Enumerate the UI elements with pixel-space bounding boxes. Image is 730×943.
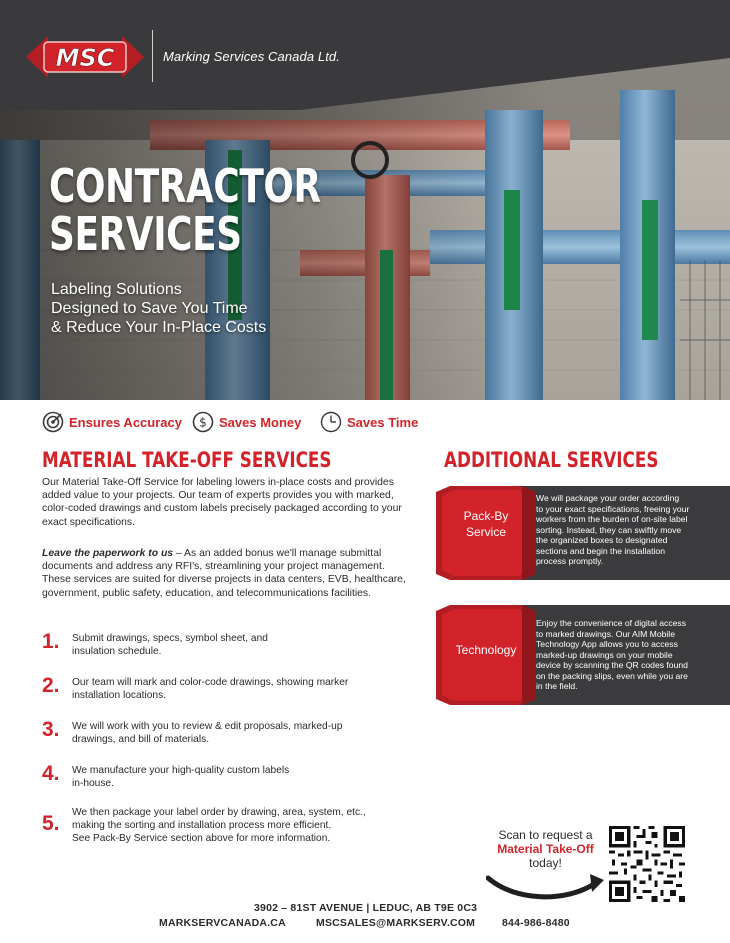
hero-section (0, 0, 730, 400)
service-label: Technology (455, 643, 517, 657)
benefit-accuracy: Ensures Accuracy (42, 410, 182, 434)
step-item: 2. Our team will mark and color-code drawings, showing marker installation locations. (42, 674, 349, 701)
service-label: Pack-By Service (463, 509, 509, 539)
dollar-icon (192, 411, 214, 433)
footer-website[interactable]: MARKSERVCANADA.CA (159, 917, 286, 929)
additional-heading: ADDITIONAL SERVICES (444, 448, 659, 472)
footer-email[interactable]: MSCSALES@MARKSERV.COM (316, 917, 476, 929)
qr-call-to-action: Scan to request a Material Take-Off today! (497, 828, 594, 870)
msc-logo (26, 28, 144, 86)
service-pack-by (436, 486, 730, 580)
step-item: 5. We then package your label order by drawing, area, system, etc., making the sorting and installation process more efficient. See Pack-By Service section above for more information. (42, 807, 366, 844)
footer-address: 3902 – 81ST AVENUE | LEDUC, AB T9E 0C3 (254, 902, 478, 914)
material-heading: MATERIAL TAKE-OFF SERVICES (42, 448, 332, 472)
footer-phone[interactable]: 844-986-8480 (502, 917, 570, 929)
clock-icon (320, 411, 342, 433)
logo-divider (152, 30, 153, 82)
service-description: We will package your order according to your exact specifications, freeing your workers from the burden of on-site label sorting. Instead, they can swiftly move the organized boxes to designated sections and begin the installation process promptly. (536, 493, 690, 566)
service-technology (436, 605, 730, 705)
arrow-icon (486, 856, 606, 902)
benefit-money: $ Saves Money (192, 410, 301, 434)
hero-subtitle: Labeling Solutions Designed to Save You Time & Reduce Your In-Place Costs (51, 281, 267, 336)
service-description: Enjoy the convenience of digital access to marked drawings. Our AIM Mobile Technology App allows you to access marked-up drawings on your mobile device by scanning the QR codes found on the packing slips, even while you are in the field. (536, 618, 688, 691)
svg-text:MSC: MSC (55, 44, 115, 72)
step-item: 3. We will work with you to review & edit proposals, marked-up drawings, and bill of materials. (42, 718, 343, 745)
svg-text:$: $ (199, 415, 207, 430)
step-item: 4. We manufacture your high-quality custom labels in-house. (42, 762, 290, 789)
step-item: 1. Submit drawings, specs, symbol sheet, and insulation schedule. (42, 630, 268, 657)
target-icon (42, 411, 64, 433)
material-paragraph-2: Leave the paperwork to us – As an added bonus we'll manage submittal documents and address any RFI's, streamlining your project management. These services are suited for diverse projects in data centers, EVB, healthcare, government, public safety, education, and telecommunications facilities. (42, 548, 406, 599)
hero-title: CONTRACTOR SERVICES (49, 159, 321, 261)
company-name: Marking Services Canada Ltd. (163, 49, 340, 64)
material-paragraph-1: Our Material Take-Off Service for labeling lowers in-place costs and provides added value to your projects. Our team of experts provides you with marked, color-coded drawings and custom labels precisely packaged according to your exact specifications. (42, 477, 402, 528)
benefits-bar (42, 410, 442, 434)
qr-code[interactable] (609, 826, 685, 902)
benefit-time: Saves Time (320, 410, 418, 434)
